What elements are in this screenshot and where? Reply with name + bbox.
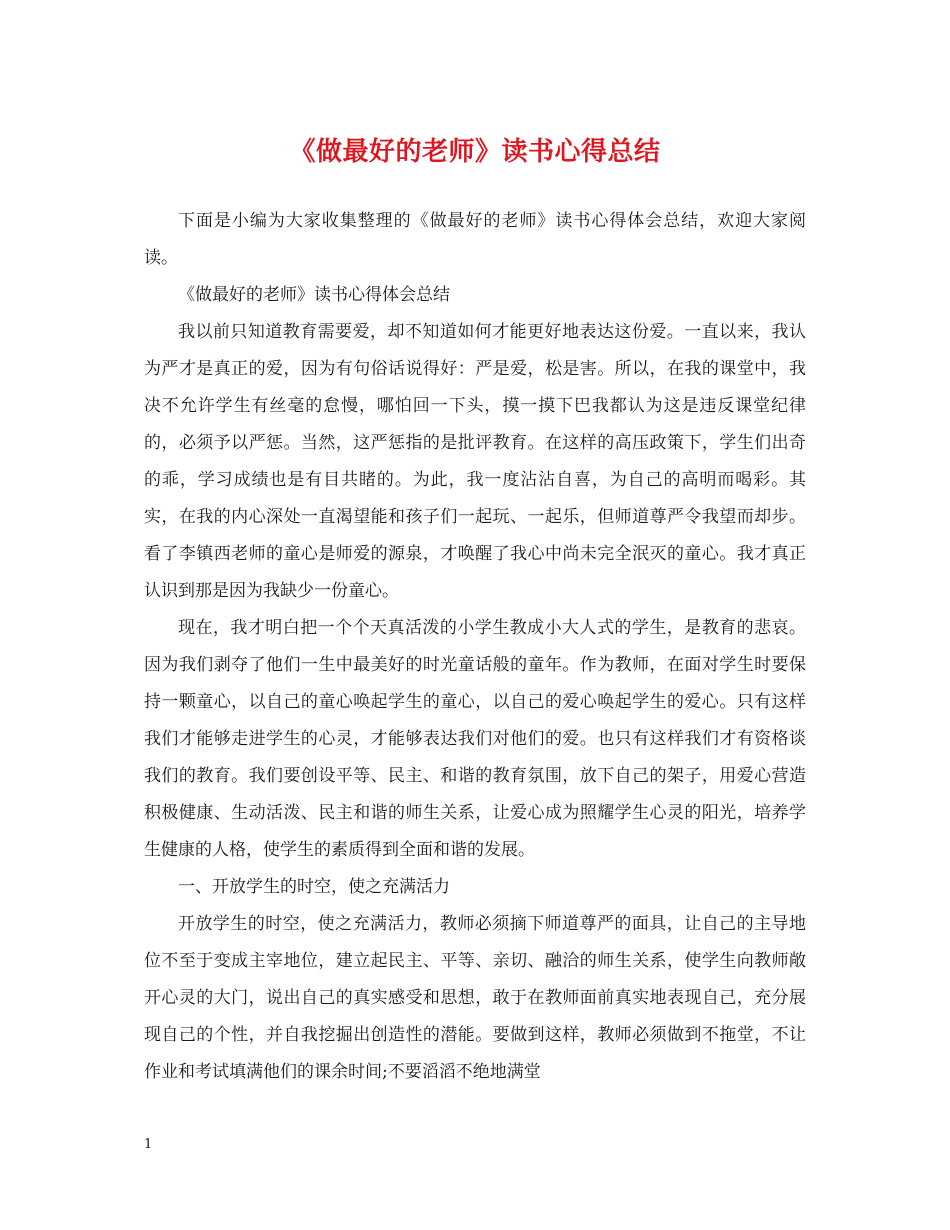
- section-heading: 一、开放学生的时空，使之充满活力: [178, 877, 450, 897]
- document-title: 《做最好的老师》读书心得总结: [289, 137, 661, 167]
- intro-paragraph: 下面是小编为大家收集整理的《做最好的老师》读书心得体会总结，欢迎大家阅读。: [144, 211, 806, 268]
- body-paragraph: 现在，我才明白把一个个天真活泼的小学生教成小大人式的学生，是教育的悲哀。因为我们剥夺了他们一生中最美好的时光童话般的童年。作为教师，在面对学生时要保持一颗童心，以自己的童心唤起学生的童心，以自己的爱心唤起学生的爱心。只有这样我们才能够走进学生的心灵，才能够表达我们对他们的爱。也只有这样我们才有资格谈我们的教育。我们要创设平等、民主、和谐的教育氛围，放下自己的架子，用爱心营造积极健康、生动活泼、民主和谐的师生关系，让爱心成为照耀学生心灵的阳光，培养学生健康的人格，使学生的素质得到全面和谐的发展。: [144, 618, 806, 860]
- page-number: 1: [144, 1137, 153, 1152]
- document-body: [144, 203, 806, 1091]
- body-paragraph: 开放学生的时空，使之充满活力，教师必须摘下师道尊严的面具，让自己的主导地位不至于变成主宰地位，建立起民主、平等、亲切、融洽的师生关系，使学生向教师敞开心灵的大门，说出自己的真实感受和思想，敢于在教师面前真实地表现自己，充分展现自己的个性，并自我挖掘出创造性的潜能。要做到这样，教师必须做到不拖堂，不让作业和考试填满他们的课余时间;不要滔滔不绝地满堂: [144, 914, 806, 1082]
- body-paragraph: 我以前只知道教育需要爱，却不知道如何才能更好地表达这份爱。一直以来，我认为严才是真正的爱，因为有句俗话说得好：严是爱，松是害。所以，在我的课堂中，我决不允许学生有丝毫的怠慢，哪怕回一下头，摸一摸下巴我都认为这是违反课堂纪律的，必须予以严惩。当然，这严惩指的是批评教育。在这样的高压政策下，学生们出奇的乖，学习成绩也是有目共睹的。为此，我一度沾沾自喜，为自己的高明而喝彩。其实，在我的内心深处一直渴望能和孩子们一起玩、一起乐，但师道尊严令我望而却步。看了李镇西老师的童心是师爱的源泉，才唤醒了我心中尚未完全泯灭的童心。我才真正认识到那是因为我缺少一份童心。: [144, 322, 806, 601]
- subtitle-paragraph: 《做最好的老师》读书心得体会总结: [178, 285, 450, 305]
